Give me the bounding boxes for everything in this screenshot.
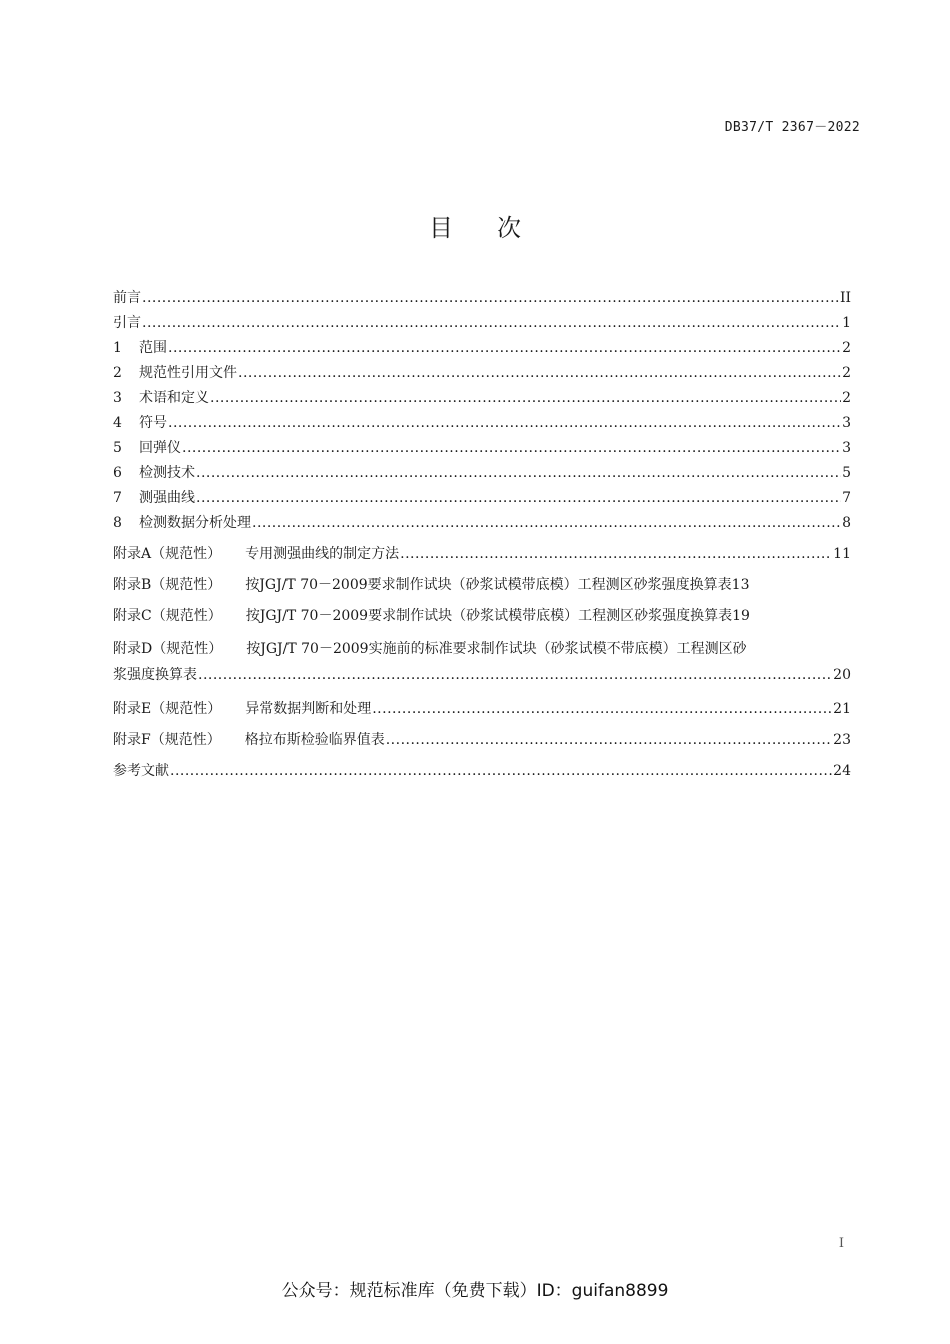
toc-entry-appendix-f[interactable] [113, 729, 851, 760]
toc-page: II [839, 290, 851, 306]
toc-entry-appendix-b[interactable] [113, 574, 851, 605]
toc-page: 24 [833, 763, 851, 779]
toc-page: 5 [842, 465, 851, 481]
toc-label: 符号 [139, 415, 167, 431]
toc-entry-appendix-c[interactable] [113, 605, 851, 636]
toc-page: 19 [732, 608, 750, 624]
toc-page: 21 [833, 701, 851, 717]
dot-leader [210, 387, 841, 409]
dot-leader [142, 287, 839, 309]
toc-entry-8[interactable] [113, 512, 851, 537]
toc-label: 前言 [113, 290, 141, 306]
toc-page: 11 [833, 546, 851, 562]
toc-label: 参考文献 [113, 763, 169, 779]
toc-page: 8 [842, 515, 851, 531]
toc-entry-introduction[interactable] [113, 312, 851, 337]
toc-entry-4[interactable] [113, 412, 851, 437]
toc-label: 检测技术 [139, 465, 195, 481]
toc-label: 按JGJ/T 70－2009要求制作试块（砂浆试模带底模）工程测区砂浆强度换算表 [245, 577, 732, 593]
toc-page: 23 [833, 732, 851, 748]
toc-entry-2[interactable] [113, 362, 851, 387]
toc-label: 格拉布斯检验临界值表 [244, 732, 385, 748]
toc-page: 13 [731, 577, 750, 593]
toc-label-continued: 浆强度换算表 [113, 667, 197, 683]
toc-number: 7 [113, 490, 122, 506]
toc-number: 5 [113, 440, 122, 456]
toc-entry-foreword[interactable] [113, 287, 851, 312]
footer-watermark: 公众号：规范标准库（免费下载）ID：guifan8899 [281, 1281, 669, 1301]
dot-leader [252, 512, 841, 534]
dot-leader [400, 543, 832, 565]
appendix-prefix: 附录E（规范性） [113, 701, 222, 717]
toc-entry-6[interactable] [113, 462, 851, 487]
toc-page: 2 [842, 365, 851, 381]
toc-label: 异常数据判断和处理 [245, 701, 372, 717]
table-of-contents [113, 287, 851, 791]
page-number: I [838, 1236, 844, 1251]
toc-page: 7 [842, 490, 851, 506]
toc-page: 2 [842, 390, 851, 406]
toc-label: 范围 [139, 340, 167, 356]
dot-leader [386, 729, 832, 751]
toc-label: 测强曲线 [139, 490, 195, 506]
toc-title: 目次 [429, 214, 565, 242]
toc-page: 2 [842, 340, 851, 356]
dot-leader [238, 362, 841, 384]
dot-leader [142, 312, 841, 334]
toc-label: 按JGJ/T 70－2009要求制作试块（砂浆试模带底模）工程测区砂浆强度换算表 [245, 608, 733, 624]
toc-entry-1[interactable] [113, 337, 851, 362]
toc-number: 1 [113, 340, 122, 356]
dot-leader [372, 698, 832, 720]
toc-label: 规范性引用文件 [139, 365, 237, 381]
dot-leader [196, 462, 841, 484]
appendix-prefix: 附录C（规范性） [113, 608, 222, 624]
toc-label: 检测数据分析处理 [139, 515, 251, 531]
toc-entry-appendix-e[interactable] [113, 698, 851, 729]
toc-page: 3 [842, 415, 851, 431]
appendix-prefix: 附录A（规范性） [113, 546, 222, 562]
toc-entry-appendix-d[interactable] [113, 636, 851, 698]
dot-leader [196, 487, 841, 509]
toc-label: 引言 [113, 315, 141, 331]
dot-leader [198, 662, 832, 688]
toc-label: 专用测强曲线的制定方法 [245, 546, 400, 562]
dot-leader [182, 437, 841, 459]
toc-number: 3 [113, 390, 122, 406]
toc-label: 术语和定义 [139, 390, 209, 406]
appendix-prefix: 附录B（规范性） [113, 577, 222, 593]
standard-code: DB37/T 2367－2022 [724, 120, 860, 135]
dot-leader [170, 760, 832, 782]
toc-entry-references[interactable] [113, 760, 851, 791]
toc-label: 回弹仪 [139, 440, 181, 456]
dot-leader [168, 412, 841, 434]
toc-entry-7[interactable] [113, 487, 851, 512]
toc-page: 20 [833, 667, 851, 683]
toc-page: 3 [842, 440, 851, 456]
toc-number: 4 [113, 415, 122, 431]
appendix-prefix: 附录D（规范性） [113, 641, 223, 657]
toc-number: 2 [113, 365, 122, 381]
toc-entry-5[interactable] [113, 437, 851, 462]
toc-page: 1 [842, 315, 851, 331]
toc-label: 按JGJ/T 70－2009实施前的标准要求制作试块（砂浆试模不带底模）工程测区砂 [246, 641, 747, 657]
toc-entry-3[interactable] [113, 387, 851, 412]
dot-leader [168, 337, 841, 359]
appendix-prefix: 附录F（规范性） [113, 732, 221, 748]
toc-number: 6 [113, 465, 122, 481]
toc-number: 8 [113, 515, 122, 531]
toc-entry-appendix-a[interactable] [113, 543, 851, 574]
